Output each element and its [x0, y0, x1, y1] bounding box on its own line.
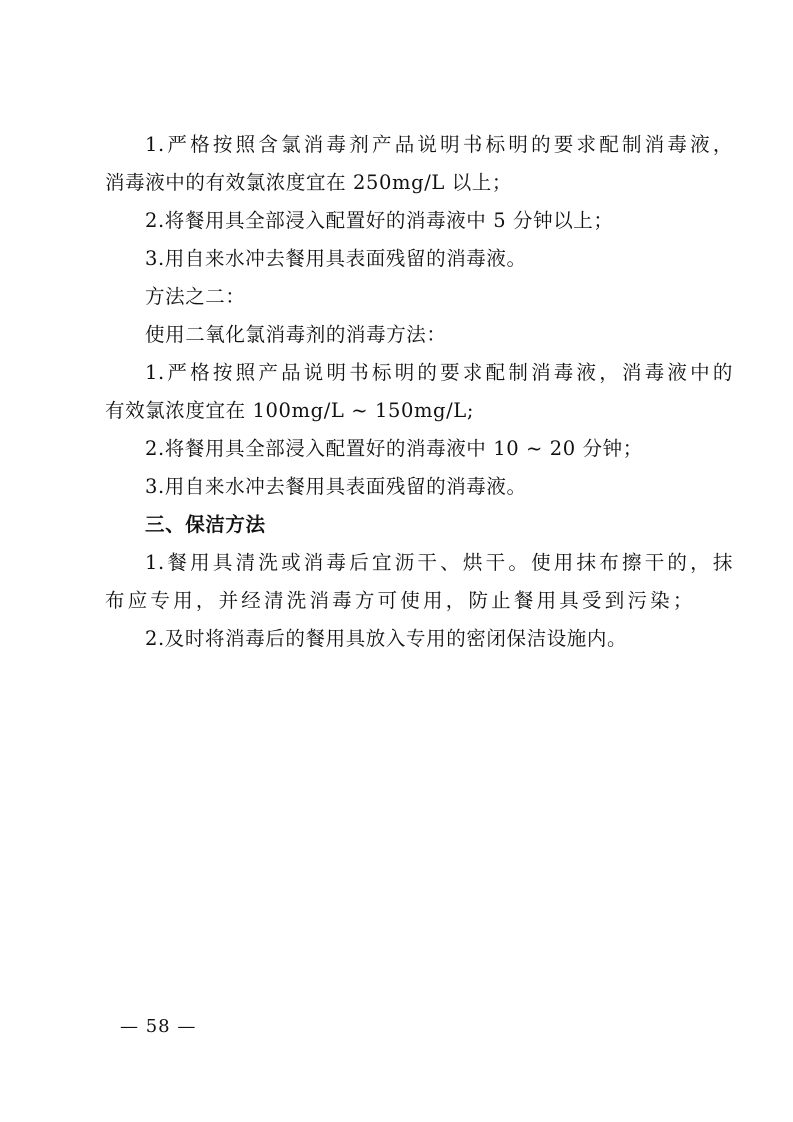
paragraph-line: 有效氯浓度宜在 100mg/L ~ 150mg/L; — [105, 399, 475, 422]
paragraph-line: 1.严格按照含氯消毒剂产品说明书标明的要求配制消毒液， — [145, 133, 733, 156]
paragraph-line: 2.将餐用具全部浸入配置好的消毒液中 10 ~ 20 分钟； — [145, 437, 643, 460]
page-number: — 58 — — [120, 1016, 197, 1037]
document-body — [105, 126, 733, 658]
paragraph-line: 1.餐用具清洗或消毒后宜沥干、烘干。使用抹布擦干的，抹 — [145, 551, 733, 574]
paragraph-line: 消毒液中的有效氯浓度宜在 250mg/L 以上； — [105, 171, 513, 194]
paragraph-line: 3.用自来水冲去餐用具表面残留的消毒液。 — [145, 247, 527, 270]
paragraph-line: 使用二氧化氯消毒剂的消毒方法： — [145, 323, 447, 346]
paragraph-line: 1.严格按照产品说明书标明的要求配制消毒液，消毒液中的 — [145, 361, 733, 384]
paragraph-line: 布应专用，并经清洗消毒方可使用，防止餐用具受到污染； — [105, 589, 693, 612]
paragraph-line: 3.用自来水冲去餐用具表面残留的消毒液。 — [145, 475, 527, 498]
section-heading: 三、保洁方法 — [145, 513, 266, 536]
paragraph-line: 2.将餐用具全部浸入配置好的消毒液中 5 分钟以上； — [145, 209, 614, 232]
paragraph-line: 2.及时将消毒后的餐用具放入专用的密闭保洁设施内。 — [145, 627, 628, 650]
paragraph-line: 方法之二： — [145, 285, 246, 308]
